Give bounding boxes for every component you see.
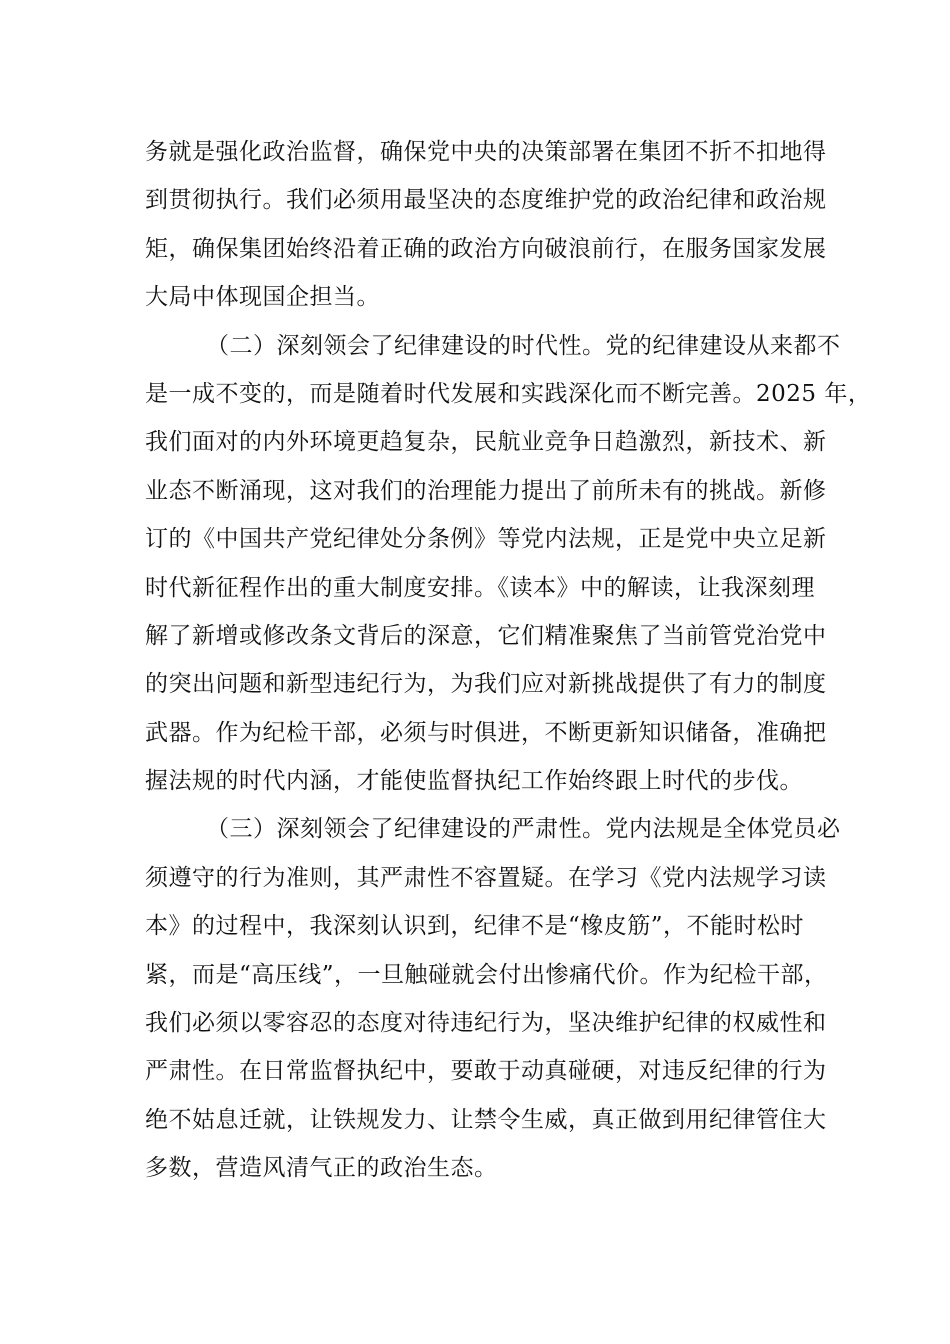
text-line: 我们必须以零容忍的态度对待违纪行为，坚决维护纪律的权威性和 (145, 1010, 827, 1037)
text-line: 握法规的时代内涵，才能使监督执纪工作始终跟上时代的步伐。 (145, 768, 803, 795)
text-line: 是一成不变的，而是随着时代发展和实践深化而不断完善。2025 年， (145, 380, 872, 407)
text-line: 的突出问题和新型违纪行为，为我们应对新挑战提供了有力的制度 (145, 671, 827, 698)
paragraph-2 (145, 322, 872, 806)
text-line: 绝不姑息迁就，让铁规发力、让禁令生威，真正做到用纪律管住大 (145, 1106, 827, 1133)
text-line: （三）深刻领会了纪律建设的严肃性。党内法规是全体党员必 (206, 816, 841, 843)
text-line: 紧，而是“高压线”，一旦触碰就会付出惨痛代价。作为纪检干部， (145, 961, 828, 988)
text-line: 时代新征程作出的重大制度安排。《读本》中的解读，让我深刻理 (145, 574, 815, 601)
text-line: 大局中体现国企担当。 (145, 284, 380, 311)
paragraph-1 (145, 128, 827, 322)
text-line: 本》的过程中，我深刻认识到，纪律不是“橡皮筋”，不能时松时 (145, 913, 805, 940)
text-line: 解了新增或修改条文背后的深意，它们精准聚焦了当前管党治党中 (145, 622, 827, 649)
text-line: 业态不断涌现，这对我们的治理能力提出了前所未有的挑战。新修 (145, 477, 827, 504)
text-line: 严肃性。在日常监督执纪中，要敢于动真碰硬，对违反纪律的行为 (145, 1058, 827, 1085)
text-line: 矩，确保集团始终沿着正确的政治方向破浪前行，在服务国家发展 (145, 235, 827, 262)
text-line: 务就是强化政治监督，确保党中央的决策部署在集团不折不扣地得 (145, 139, 827, 165)
text-line: 武器。作为纪检干部，必须与时俱进，不断更新知识储备，准确把 (145, 719, 827, 746)
text-line: （二）深刻领会了纪律建设的时代性。党的纪律建设从来都不 (206, 332, 841, 359)
text-line: 多数，营造风清气正的政治生态。 (145, 1155, 498, 1182)
text-line: 须遵守的行为准则，其严肃性不容置疑。在学习《党内法规学习读 (145, 864, 827, 891)
document-body (145, 128, 872, 1193)
paragraph-3 (145, 805, 841, 1192)
text-line: 我们面对的内外环境更趋复杂，民航业竞争日趋激烈，新技术、新 (145, 429, 827, 456)
text-line: 到贯彻执行。我们必须用最坚决的态度维护党的政治纪律和政治规 (145, 187, 827, 214)
text-line: 订的《中国共产党纪律处分条例》等党内法规，正是党中央立足新 (145, 526, 827, 553)
